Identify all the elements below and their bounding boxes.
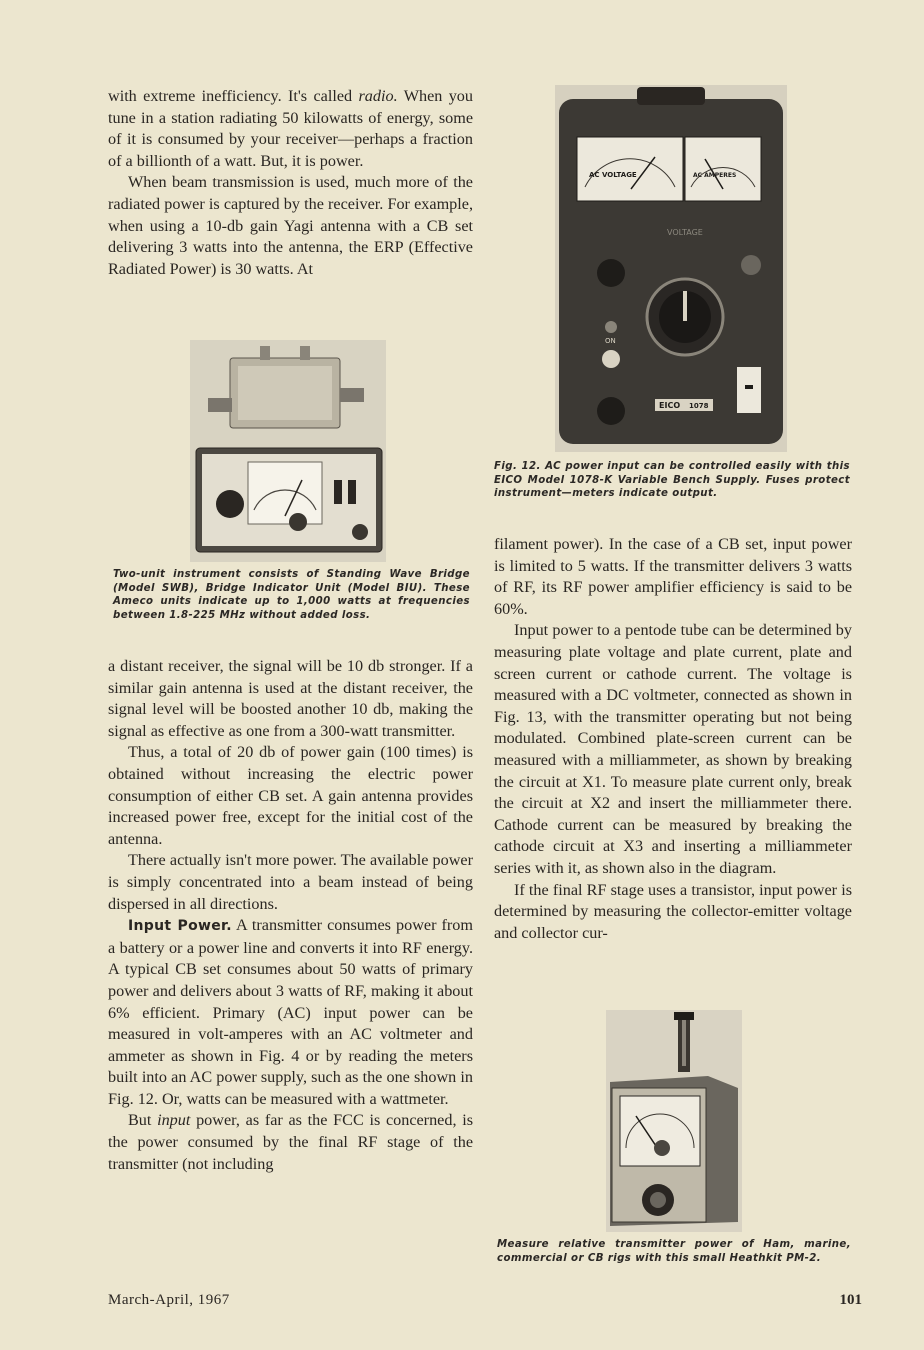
text-run: power, as far as the FCC is concerned, is the power consumed by the final RF stage of the transmitter (not including [108, 1111, 473, 1173]
text-run: A transmitter consumes power from a battery or a power line and converts it into RF energy. A typical CB set consumes about 50 watts of primary power and delivers about 3 watts of RF, making it about 6% efficient. Primary (AC) input power can be measured in volt-amperes with an AC voltmeter and ammeter as shown in Fig. 4 or by reading the meters built into an AC power supply, such as the one shown in Fig. 12. Or, watts can be measured with a wattmeter. [108, 916, 473, 1108]
paragraph: Thus, a total of 20 db of power gain (100 times) is obtained without increasing the electric power consumption of either CB set. A gain antenna provides increased power free, except for the initial cost of the antenna. [108, 743, 473, 848]
paragraph: a distant receiver, the signal will be 10 db stronger. If a similar gain antenna is used at the distant receiver, the signal level will be boosted another 10 db, making the signal as effective as one from a 300-watt transmitter. [108, 657, 473, 740]
text-run: But [128, 1111, 158, 1130]
text-run-italic: radio. [358, 87, 398, 105]
issue-date: March-April, 1967 [108, 1292, 230, 1308]
paragraph [108, 86, 473, 172]
text-run: with extreme inefficiency. It's called [108, 87, 359, 105]
left-column-bottom-text [108, 656, 473, 1175]
page-number: 101 [839, 1292, 862, 1308]
eico-brand-label: EICO [659, 401, 681, 410]
paragraph: When beam transmission is used, much more of the radiated power is captured by the receiver. For example, when using a 10-db gain Yagi antenna with a CB set delivering 3 watts into the antenna, the ERP (Effective Radiated Power) is 30 watts. At [108, 173, 473, 278]
paragraph: There actually isn't more power. The available power is simply concentrated into a beam instead of being dispersed in all directions. [108, 851, 473, 913]
paragraph: filament power). In the case of a CB set, input power is limited to 5 watts. If the transmitter delivers 3 watts of RF, its RF power amplifier efficiency is said to be 60%. [494, 535, 852, 618]
voltage-label: VOLTAGE [667, 228, 703, 237]
paragraph: If the final RF stage uses a transistor, input power is determined by measuring the collector-emitter voltage and collector cur- [494, 880, 852, 942]
heathkit-photo-caption: Measure relative transmitter power of Ham, marine, commercial or CB rigs with this small Heathkit PM-2. [497, 1239, 851, 1264]
text-run-italic: input [157, 1111, 191, 1130]
text-run: When you tune in a station radiating 50 kilowatts of energy, some of it is consumed by your receiver—perhaps a fraction of a billionth of a watt. But, it is power. [108, 87, 473, 170]
paragraph [108, 1110, 473, 1175]
paragraph [108, 915, 473, 1110]
eico-photo-caption: Fig. 12. AC power input can be controlled easily with this EICO Model 1078-K Variable Bench Supply. Fuses protect instrument—meters indicate output. [494, 461, 850, 500]
eico-power-supply-photo [555, 85, 787, 452]
left-column-top-text [108, 86, 473, 280]
ameco-photo-caption: Two-unit instrument consists of Standing Wave Bridge (Model SWB), Bridge Indicator Unit (Model BIU). These Ameco units indicate up to 1,000 watts at frequencies between 1.8-225 MHz without added loss. [113, 569, 470, 621]
eico-model-label: 1078 [689, 402, 709, 410]
ac-voltage-label: AC VOLTAGE [589, 171, 637, 179]
ameco-instrument-photo [190, 340, 386, 562]
heathkit-pm2-photo [606, 1010, 742, 1232]
on-label: ON [605, 337, 616, 345]
paragraph: Input power to a pentode tube can be determined by measuring plate voltage and plate current, plate and screen current or cathode current. The voltage is measured with a DC voltmeter, connected as shown in Fig. 13, with the transmitter operating but not being modulated. Combined plate-screen current can be measured with a milliammeter, as shown by breaking the circuit at X1. To measure plate current only, break the circuit at X2 and insert the milliammeter there. Cathode current can be measured by breaking the cathode circuit at X3 and inserting a milliammeter series with it, as shown also in the diagram. [494, 621, 852, 877]
right-column-text [494, 534, 852, 944]
section-runin-heading: Input Power. [128, 918, 232, 935]
ac-amperes-label: AC AMPERES [693, 172, 737, 179]
